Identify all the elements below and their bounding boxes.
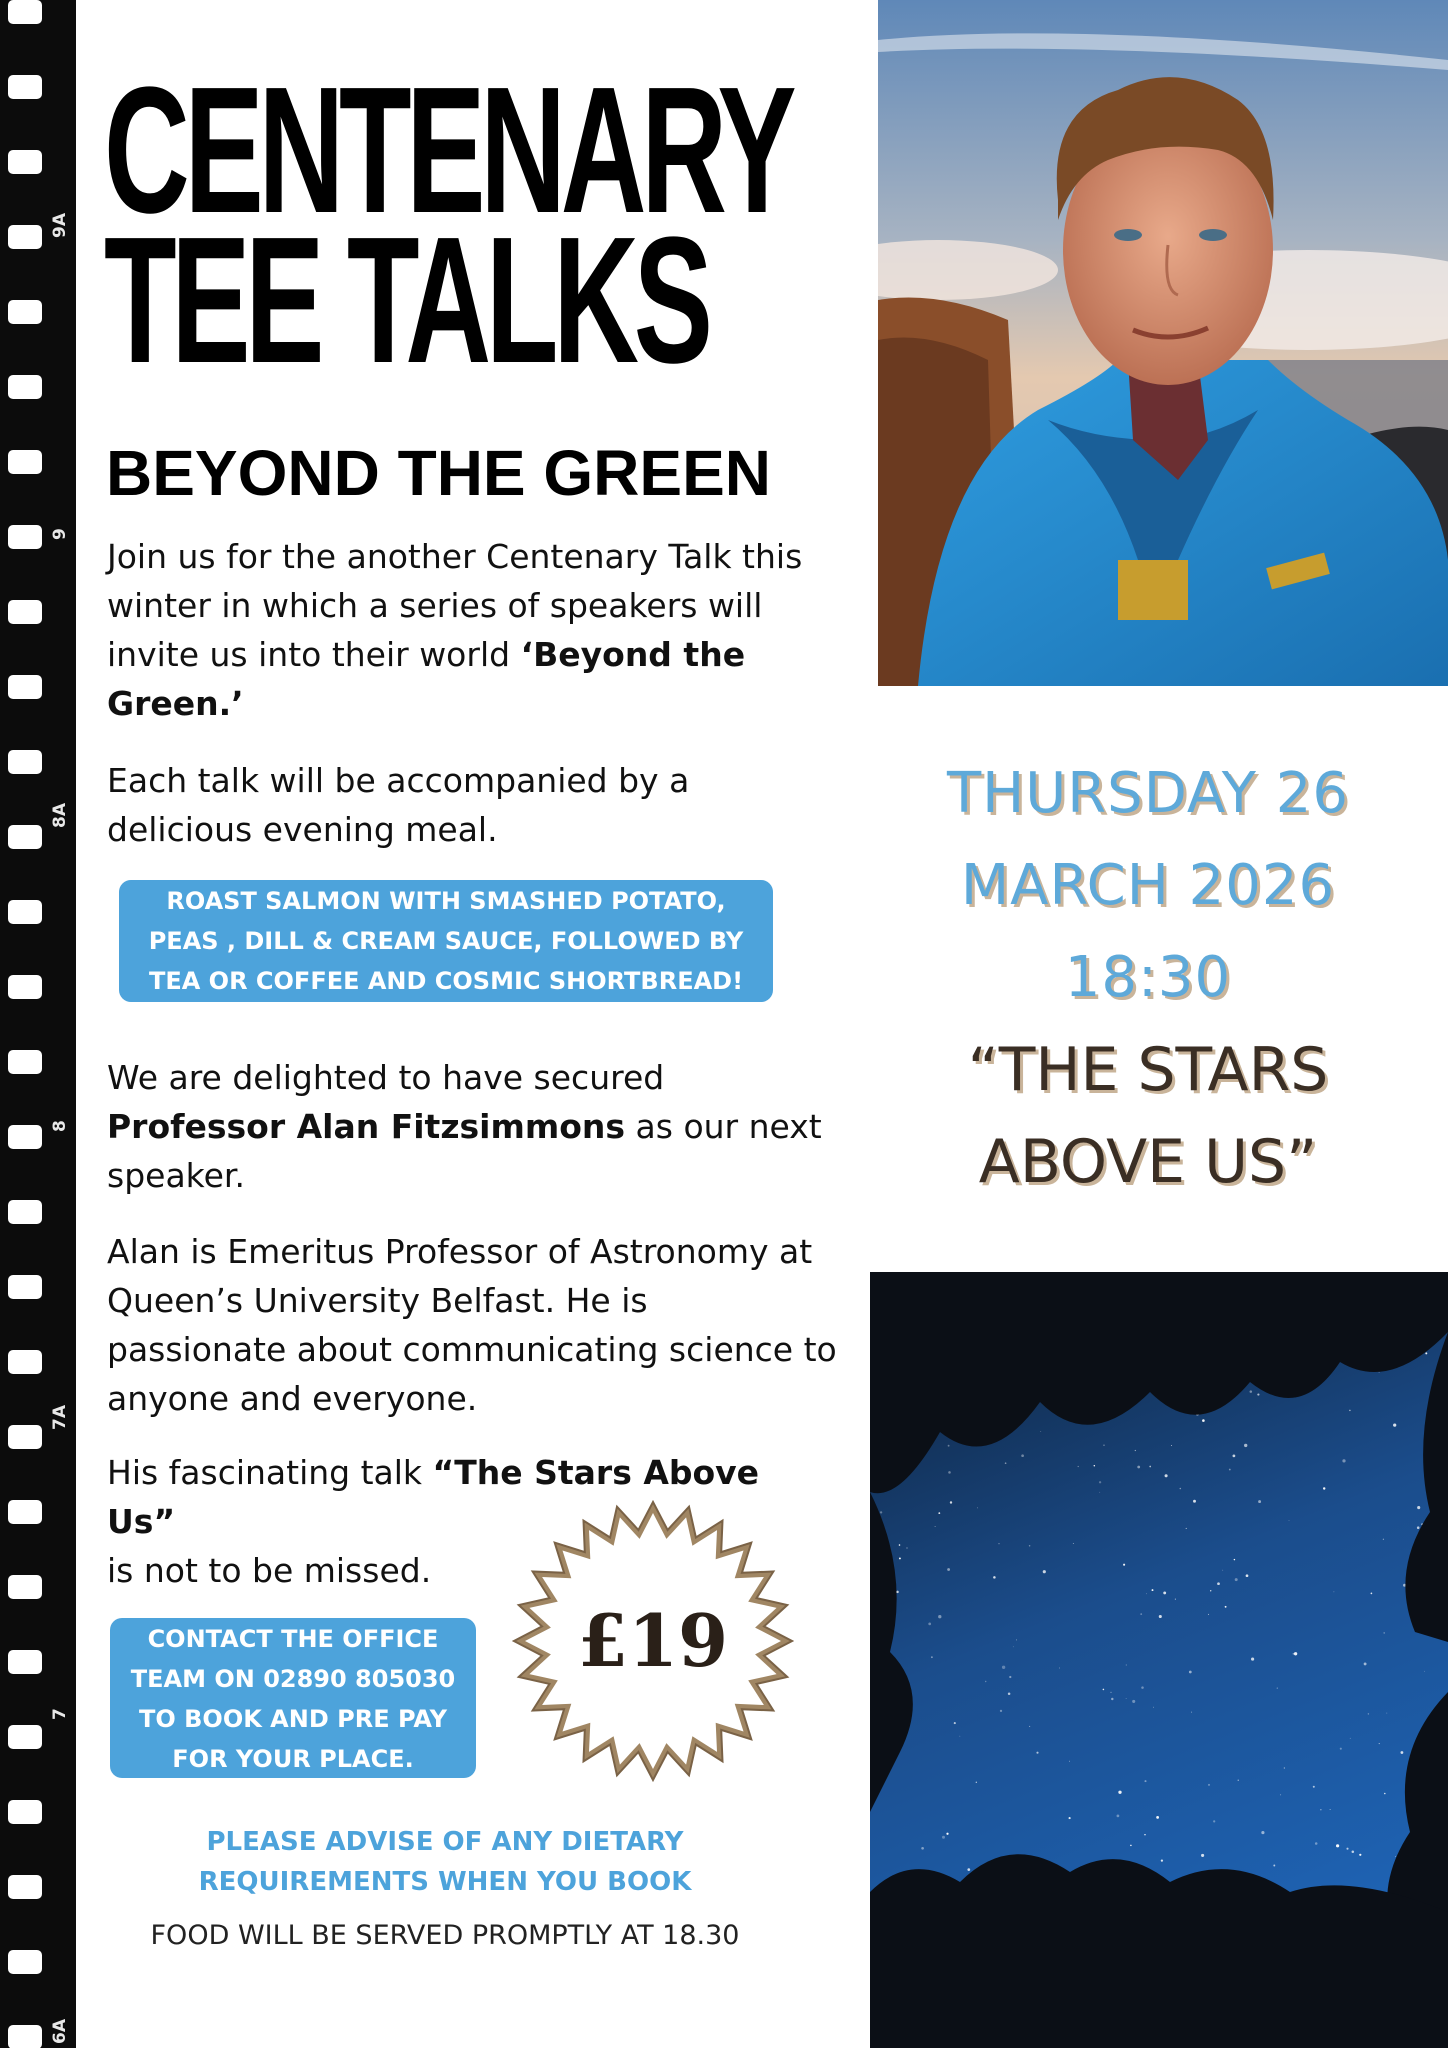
speaker-portrait-photo (878, 0, 1448, 686)
film-frame-marking: 8 (50, 1120, 70, 1132)
meal-intro-paragraph: Each talk will be accompanied by a delicious evening meal. (107, 761, 690, 849)
film-sprocket-hole (8, 825, 42, 849)
film-sprocket-hole (8, 0, 42, 24)
dietary-line-1: PLEASE ADVISE OF ANY DIETARY (206, 1827, 684, 1857)
film-strip-border (0, 0, 76, 2048)
speaker-after: as our next speaker. (107, 1107, 822, 1195)
film-sprocket-hole (8, 150, 42, 174)
film-frame-marking: 7A (50, 1405, 70, 1430)
film-sprocket-hole (8, 750, 42, 774)
film-frame-marking: 9A (50, 213, 70, 238)
bio-paragraph: Alan is Emeritus Professor of Astronomy at Queen’s University Belfast. He is passionate about communicating science to anyone and everyone. (107, 1232, 837, 1418)
film-frame-marking: 8A (50, 803, 70, 828)
speaker-paragraph (107, 1053, 827, 1200)
served-note: FOOD WILL BE SERVED PROMPTLY AT 18.30 (150, 1920, 740, 1951)
event-date-line-1: THURSDAY 26 (946, 761, 1350, 826)
contact-line-2: TEAM ON 02890 805030 (130, 1665, 456, 1693)
menu-line-2: PEAS , DILL & CREAM SAUCE, FOLLOWED BY (148, 927, 744, 955)
film-sprocket-hole (8, 225, 42, 249)
film-sprocket-hole (8, 450, 42, 474)
starry-sky-photo (870, 1272, 1448, 2048)
event-date-line-2: MARCH 2026 (960, 853, 1336, 918)
event-details (878, 748, 1418, 1208)
title-line-1: CENTENARY (104, 50, 792, 251)
contact-line-1: CONTACT THE OFFICE (147, 1625, 439, 1653)
film-sprocket-hole (8, 1875, 42, 1899)
film-frame-marking: 7 (50, 1708, 70, 1720)
film-sprocket-hole (8, 1050, 42, 1074)
film-sprocket-hole (8, 1575, 42, 1599)
film-sprocket-hole (8, 600, 42, 624)
film-sprocket-hole (8, 1800, 42, 1824)
film-sprocket-hole (8, 75, 42, 99)
dietary-line-2: REQUIREMENTS WHEN YOU BOOK (198, 1867, 692, 1897)
menu-banner (119, 880, 773, 1002)
intro-bold-text: ‘Beyond the Green.’ (107, 635, 746, 723)
film-sprocket-hole (8, 1125, 42, 1149)
film-frame-marking: 9 (50, 528, 70, 540)
intro-text: Join us for the another Centenary Talk this winter in which a series of speakers will invite us into their world (107, 537, 803, 674)
film-sprocket-hole (8, 1500, 42, 1524)
contact-line-4: FOR YOUR PLACE. (172, 1745, 414, 1773)
menu-line-3: TEA OR COFFEE AND COSMIC SHORTBREAD! (148, 967, 744, 995)
film-sprocket-hole (8, 1350, 42, 1374)
film-sprocket-hole (8, 1425, 42, 1449)
film-sprocket-hole (8, 1650, 42, 1674)
film-sprocket-hole (8, 675, 42, 699)
film-sprocket-hole (8, 2025, 42, 2048)
film-sprocket-hole (8, 375, 42, 399)
dietary-notice (130, 1822, 760, 1902)
event-time: 18:30 (1064, 945, 1232, 1010)
film-sprocket-hole (8, 1725, 42, 1749)
film-sprocket-hole (8, 1200, 42, 1224)
speaker-name: Professor Alan Fitzsimmons (107, 1107, 626, 1146)
menu-line-1: ROAST SALMON WITH SMASHED POTATO, (166, 887, 726, 915)
film-frame-marking: 6A (50, 2019, 70, 2044)
subtitle: BEYOND THE GREEN (106, 437, 771, 509)
intro-paragraph (107, 532, 837, 728)
film-sprocket-hole (8, 975, 42, 999)
talk-before: His fascinating talk (107, 1453, 433, 1492)
talk-title-bold: “The Stars Above Us” (107, 1453, 760, 1541)
contact-line-3: TO BOOK AND PRE PAY (139, 1705, 447, 1733)
film-sprocket-hole (8, 525, 42, 549)
main-title (104, 50, 792, 401)
price-label: £19 (577, 1598, 729, 1683)
title-line-2: TEE TALKS (104, 200, 708, 401)
film-sprocket-hole (8, 1950, 42, 1974)
talk-after: is not to be missed. (107, 1551, 432, 1590)
event-talk-title-line-1: “THE STARS (967, 1035, 1329, 1105)
film-sprocket-hole (8, 1275, 42, 1299)
film-sprocket-hole (8, 900, 42, 924)
film-sprocket-hole (8, 300, 42, 324)
speaker-before: We are delighted to have secured (107, 1058, 665, 1097)
event-talk-title-line-2: ABOVE US” (978, 1127, 1318, 1197)
contact-banner (110, 1618, 476, 1778)
